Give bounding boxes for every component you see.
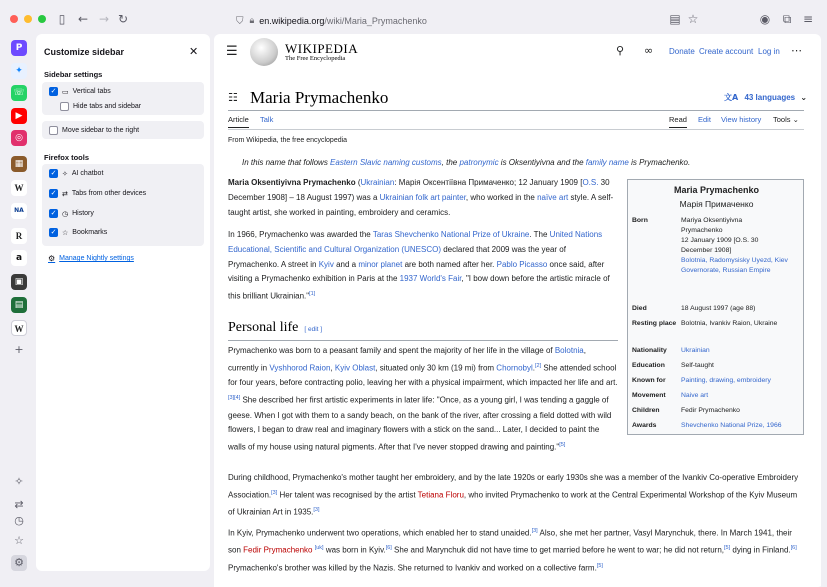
manage-settings-label: Manage Nightly settings	[59, 255, 134, 262]
move-sidebar-label: Move sidebar to the right	[62, 127, 140, 134]
patronymic-link[interactable]: patronymic	[459, 158, 499, 167]
sidebar-toggle-icon[interactable]: ▯	[58, 12, 66, 26]
tools-dropdown[interactable]	[773, 115, 799, 124]
born-line: 12 January 1909 [O.S. 30	[681, 237, 759, 244]
tools-label: Tools	[773, 115, 791, 124]
web-content	[214, 34, 821, 587]
reload-icon[interactable]: ↻	[117, 12, 129, 26]
extensions-icon[interactable]: ⧉	[782, 12, 792, 26]
infobox-label: Nationality	[632, 347, 667, 354]
more-options-icon[interactable]: ⋯	[791, 44, 802, 57]
infobox-row-known-for	[632, 376, 800, 386]
account-icon[interactable]: ◉	[759, 12, 771, 26]
infobox-row-movement	[632, 391, 800, 401]
section-divider	[228, 340, 618, 341]
sidebar-settings-heading: Sidebar settings	[44, 70, 103, 79]
infobox-label: Known for	[632, 377, 666, 384]
customize-gear-icon[interactable]: ⚙	[11, 555, 27, 571]
firefox-tools-heading: Firefox tools	[44, 153, 90, 162]
born-line: Mariya Oksentiyivna	[681, 217, 743, 224]
infobox-link[interactable]: Naive art	[681, 392, 709, 399]
glasses-icon[interactable]: ∞	[644, 44, 654, 57]
infobox-row-awards	[632, 421, 800, 431]
window-controls	[10, 15, 46, 23]
star-icon: ☆	[62, 228, 69, 237]
infobox-value: 18 August 1997 (age 88)	[681, 305, 756, 312]
close-icon[interactable]: ✕	[189, 45, 199, 58]
infobox-label: Children	[632, 407, 660, 414]
wikipedia-header	[214, 34, 821, 70]
infobox-label: Awards	[632, 422, 657, 429]
born-place-link[interactable]: Bolotnia, Radomysisky Uyezd, Kiev Governorate, Russian Empire	[681, 257, 788, 274]
vertical-tabs-option[interactable]	[49, 87, 111, 96]
infobox-value: Self-taught	[681, 362, 714, 369]
url-bar[interactable]	[236, 10, 706, 32]
wikipedia-globe-logo[interactable]	[250, 38, 278, 66]
synced-tabs-icon[interactable]: ⇄	[14, 498, 24, 511]
infobox-row-education	[632, 361, 800, 371]
vertical-tabs-label: Vertical tabs	[72, 88, 111, 95]
proton-tab[interactable]: P	[11, 40, 27, 56]
firefox-tools-box	[42, 164, 204, 246]
instagram-tab[interactable]: ◎	[11, 130, 27, 146]
hatnote-text: , the	[441, 158, 460, 167]
personal-life-paragraph-2: During childhood, Prymachenko's mother taught her embroidery, and by the late 1920s or early 1930s she was a member of the Ivankiv Co-operative Embroidery Association.[3] Her talent was recognised by the artist Tetiana Floru, who invited Prymachenko to work at the Central Experimental Workshop of the Kyiv Museum of Ukrainian Art in 1935.[3]	[228, 473, 799, 517]
infobox-label: Movement	[632, 392, 666, 399]
bluesky-tab[interactable]: ✦	[11, 63, 27, 79]
infobox-row-born	[632, 216, 800, 276]
tab-article[interactable]: Article	[228, 115, 249, 128]
panel-title: Customize sidebar	[44, 47, 125, 57]
amazon-tab[interactable]: a	[11, 250, 27, 266]
donate-link[interactable]: Donate	[669, 47, 695, 56]
menu-icon[interactable]: ≡	[802, 12, 814, 26]
history-icon[interactable]: ◷	[14, 514, 24, 527]
infobox-label: Died	[632, 305, 647, 312]
green-tab[interactable]: ▤	[11, 297, 27, 313]
wikipedia-tab-1[interactable]: W	[11, 180, 27, 196]
personal-life-paragraph-1: Prymachenko was born to a peasant family and spent the majority of her life in the village of Bolotnia, currently in Vyshhorod Raion, Kyiv Oblast, situated only 30 km (19 mi) from Chornobyl.[2] She attended school for four years, before contracting polio, leaving her with a physical impairment, which impacted her life and art.[3][4] She described her first artistic experiments in later life: "Once, as a young girl, I was tending a gaggle of geese. When I got with them to a sandy beach, on the bank of the river, after crossing a field dotted with wild flowers, I began to draw real and imaginary flowers with a stick on the sand... Later, I decided to paint the walls of my house using natural pigments. After that I've never stopped drawing and painting."[5]	[228, 346, 618, 452]
photo-tab[interactable]: ▦	[11, 156, 27, 172]
tabs-divider	[228, 129, 804, 130]
infobox-row-died	[632, 304, 800, 314]
media-tab[interactable]: ▣	[11, 274, 27, 290]
bookmarks-icon[interactable]: ☆	[14, 534, 24, 547]
infobox-row-resting	[632, 319, 800, 329]
create-account-link[interactable]: Create account	[699, 47, 754, 56]
languages-label: 43 languages	[744, 93, 796, 102]
search-icon[interactable]: ⚲	[616, 44, 625, 57]
wikipedia-tagline: The Free Encyclopedia	[285, 55, 346, 62]
ai-chatbot-icon[interactable]: ✧	[14, 475, 24, 488]
close-window-button[interactable]	[10, 15, 18, 23]
bookmark-star-icon[interactable]: ☆	[687, 12, 699, 26]
wikipedia-tab-2[interactable]: W	[11, 320, 27, 336]
infobox-row-children	[632, 406, 800, 416]
infobox-link[interactable]: Painting, drawing, embroidery	[681, 377, 771, 384]
hide-tabs-option[interactable]	[60, 102, 141, 111]
hatnote	[242, 158, 690, 167]
table-of-contents-icon[interactable]: ☷	[228, 91, 238, 104]
languages-button[interactable]	[724, 92, 807, 103]
tool-ai-chatbot[interactable]	[49, 169, 103, 178]
nasa-tab[interactable]: NA	[11, 203, 27, 219]
infobox-row-nationality	[632, 346, 800, 356]
infobox-native-name: Марія Примаченко	[679, 199, 754, 209]
sidebar-settings-box	[42, 82, 204, 115]
tool-history[interactable]	[49, 209, 94, 218]
from-wikipedia-note: From Wikipedia, the free encyclopedia	[228, 137, 348, 144]
tab-edit[interactable]: Edit	[698, 115, 711, 124]
hide-tabs-checkbox[interactable]	[60, 102, 69, 111]
tool-label: AI chatbot	[71, 170, 104, 177]
section-edit-link[interactable]: [ edit ]	[304, 326, 323, 333]
infobox-value	[681, 216, 800, 276]
infobox-label: Education	[632, 362, 665, 369]
born-line: Prymachenko	[681, 227, 723, 234]
page-title: Maria Prymachenko	[250, 88, 389, 107]
infobox-link[interactable]: Shevchenko National Prize, 1966	[681, 422, 782, 429]
sparkle-icon: ✧	[62, 169, 68, 178]
bookmarks-checkbox[interactable]: ✓	[50, 228, 57, 236]
tool-label: History	[72, 210, 94, 217]
url-domain: en.wikipedia.org	[259, 16, 325, 26]
born-line: December 1908]	[681, 247, 732, 254]
tool-bookmarks[interactable]	[49, 228, 107, 237]
tab-read[interactable]: Read	[669, 115, 687, 128]
manage-settings-link[interactable]	[48, 254, 134, 263]
history-checkbox[interactable]: ✓	[50, 209, 57, 217]
url-path: /wiki/Maria_Prymachenko	[324, 16, 427, 26]
shield-icon[interactable]: ⛉	[236, 15, 244, 27]
hide-tabs-label: Hide tabs and sidebar	[73, 103, 142, 110]
login-link[interactable]: Log in	[758, 47, 780, 56]
infobox-label: Born	[632, 217, 648, 224]
youtube-tab[interactable]: ▶	[11, 108, 27, 124]
hatnote-text: is Oksentiyivna and the	[498, 158, 586, 167]
tab-view-history[interactable]: View history	[721, 115, 762, 124]
devices-icon: ⇄	[62, 189, 68, 198]
eastern-slavic-link[interactable]: Eastern Slavic naming customs	[330, 158, 442, 167]
hatnote-text: In this name that follows	[242, 158, 331, 167]
prize-paragraph: In 1966, Prymachenko was awarded the Taras Shevchenko National Prize of Ukraine. The United Nations Educational, Scientific and Cultural Organization (UNESCO) declared that 2009 was the year of Prymachenko. A street in Kyiv and a minor planet are both named after her. Pablo Picasso once said, after visiting a Prymachenko exhibition in Paris at the 1937 World's Fair, "I bow down before the artistic miracle of this brilliant Ukrainian."[1]	[228, 230, 610, 301]
tab-talk[interactable]: Talk	[260, 115, 274, 124]
back-arrow-icon[interactable]: ←	[77, 12, 89, 26]
reader-tab[interactable]: R	[11, 228, 27, 244]
forward-arrow-icon[interactable]: →	[98, 12, 110, 26]
ai-chatbot-checkbox[interactable]: ✓	[50, 169, 57, 177]
translate-icon: 文A	[724, 93, 739, 102]
tool-label: Tabs from other devices	[71, 190, 147, 197]
chevron-down-icon: ⌄	[792, 115, 799, 124]
vertical-tabs-icon: ▭	[62, 87, 69, 96]
tool-synced-tabs[interactable]	[49, 189, 146, 198]
intro-paragraph: Maria Oksentiyivna Prymachenko (Ukrainian: Марія Оксентіївна Примаченко; 12 January 1909 [O.S. 30 December 1908] – 18 August 1997) was a Ukrainian folk art painter, who worked in the naïve art style. A self-taught artist, she worked in painting, embroidery and ceramics.	[228, 178, 614, 217]
customize-sidebar-panel	[36, 34, 210, 571]
lock-icon[interactable]: 🔒︎	[249, 16, 255, 26]
gear-icon: ⚙	[48, 254, 56, 263]
vertical-tabs-checkbox[interactable]: ✓	[50, 87, 57, 95]
infobox	[627, 179, 804, 435]
wikipedia-wordmark[interactable]: WIKIPEDIA	[285, 41, 359, 56]
vertical-tabs-strip	[0, 38, 36, 587]
infobox-name: Maria Prymachenko	[673, 185, 760, 195]
infobox-label: Resting place	[632, 320, 677, 327]
whatsapp-tab[interactable]: ☏	[11, 85, 27, 101]
clock-icon: ◷	[62, 209, 69, 218]
title-divider	[228, 110, 804, 111]
personal-life-paragraph-3: In Kyiv, Prymachenko underwent two operations, which enabled her to stand unaided.[3] Also, she met her partner, Vasyl Marynchuk, there. In March 1941, their son Fedir Prymachenko [uk] was born in Kyiv.[6] She and Marynchuk did not have time to get married before he went to war; he did not return,[5] dying in Finland.[6] Prymachenko's brother was killed by the Nazis. She returned to Ivankiv and worked on a collective farm.[5]	[228, 528, 797, 573]
new-tab-plus-icon[interactable]: +	[14, 343, 24, 356]
hatnote-text: is Prymachenko.	[628, 158, 691, 167]
minimize-window-button[interactable]	[24, 15, 32, 23]
zoom-window-button[interactable]	[38, 15, 46, 23]
infobox-link[interactable]: Ukrainian	[681, 347, 710, 354]
reader-view-icon[interactable]: ▤	[669, 12, 681, 26]
section-heading-personal-life	[228, 320, 322, 336]
chevron-down-icon: ⌄	[800, 93, 808, 102]
section-heading-text: Personal life	[228, 320, 299, 335]
tool-label: Bookmarks	[72, 229, 108, 236]
infobox-value: Bolotnia, Ivankiv Raion, Ukraine	[681, 320, 778, 327]
synced-tabs-checkbox[interactable]: ✓	[50, 189, 57, 197]
family-name-link[interactable]: family name	[585, 158, 629, 167]
infobox-value: Fedir Prymachenko	[681, 407, 740, 414]
move-sidebar-box	[42, 121, 204, 139]
move-sidebar-option[interactable]	[49, 126, 139, 135]
move-sidebar-checkbox[interactable]	[49, 126, 58, 135]
main-menu-icon[interactable]: ☰	[226, 44, 238, 59]
